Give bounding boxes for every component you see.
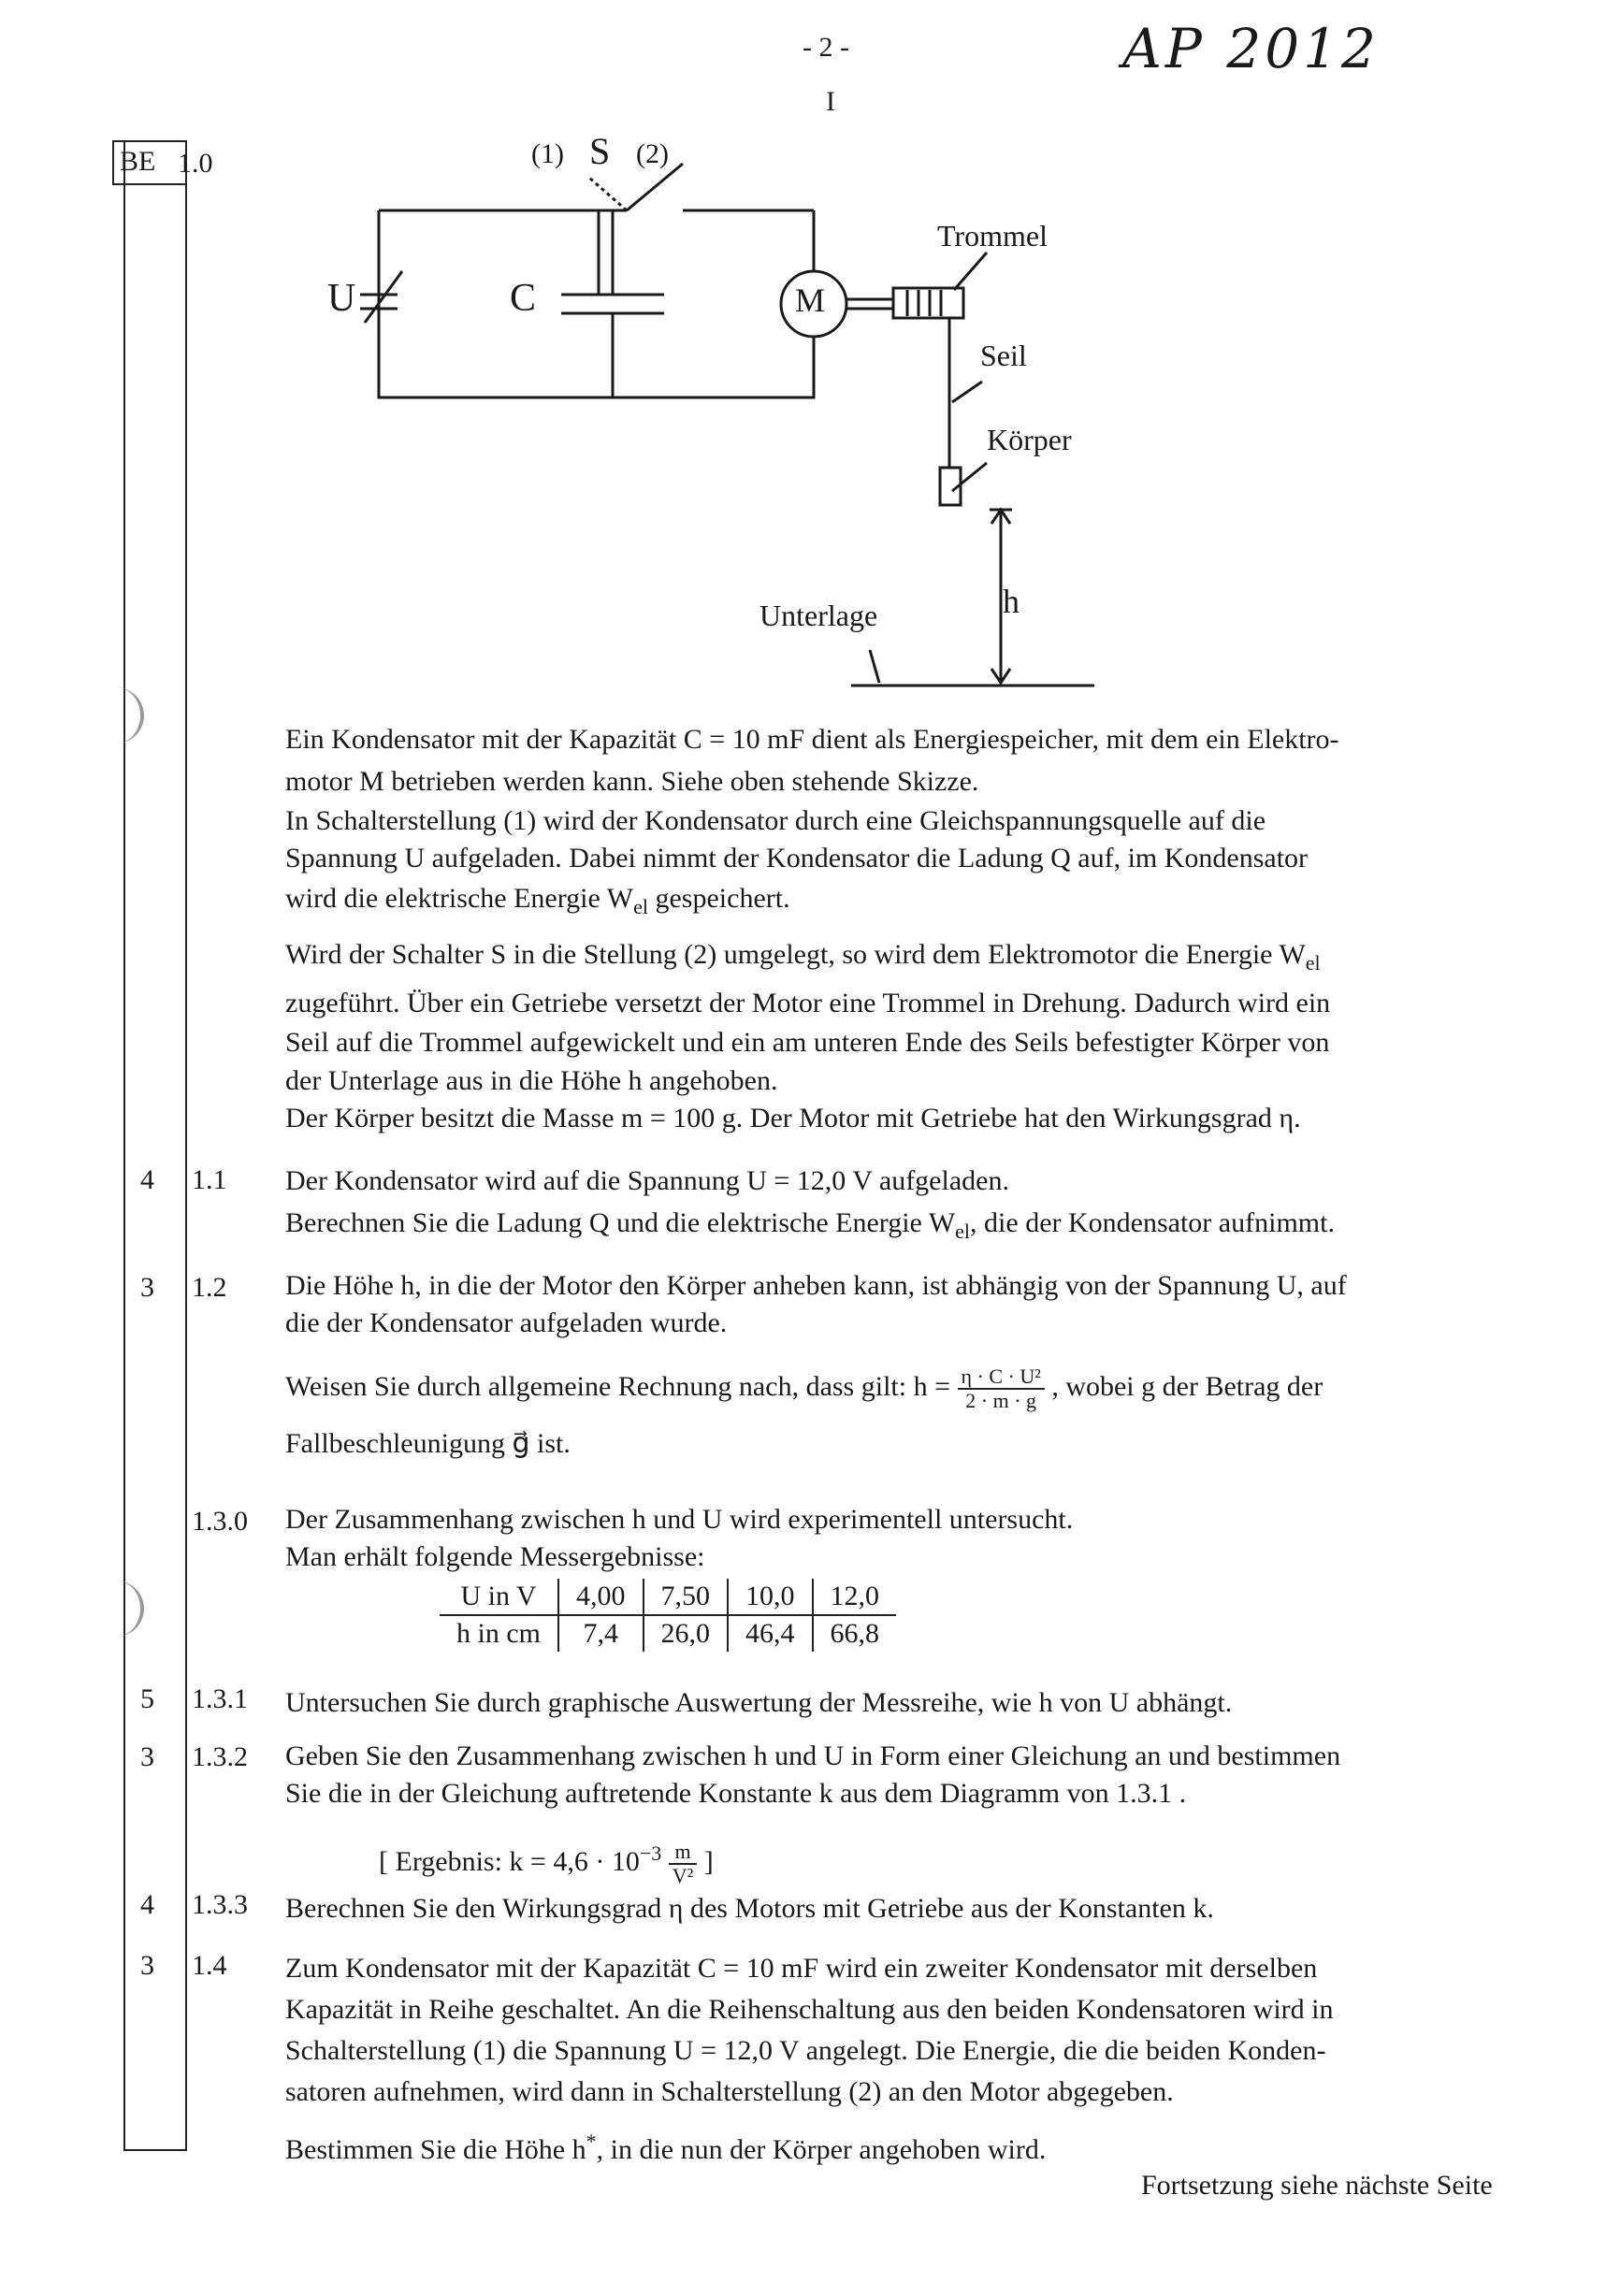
drum-label: Trommel — [937, 219, 1048, 253]
switch-pos1-label: (1) — [531, 138, 564, 169]
page-number: - 2 - — [803, 32, 849, 63]
motor-label: M — [795, 282, 826, 319]
section-number: 1.3.3 — [192, 1889, 248, 1920]
base-label: Unterlage — [759, 599, 878, 632]
section-number: 1.3.0 — [192, 1506, 248, 1537]
footer-continuation: Fortsetzung siehe nächste Seite — [1141, 2170, 1493, 2201]
switch-label: S — [589, 130, 611, 172]
section-number: 1.2 — [192, 1272, 227, 1303]
question-1-3-1: Untersuchen Sie durch graphische Auswertung der Messreihe, wie h von U abhängt. — [285, 1687, 1233, 1718]
be-label: BE — [120, 146, 156, 177]
points: 3 — [140, 1272, 154, 1303]
section-number: 1.4 — [192, 1950, 227, 1981]
rope-label: Seil — [980, 339, 1027, 372]
points: 4 — [140, 1889, 154, 1920]
points: 4 — [140, 1164, 154, 1195]
section-number: 1.1 — [192, 1164, 227, 1195]
points: 5 — [140, 1683, 154, 1714]
question-1-2: Die Höhe h, in die der Motor den Körper anheben kann, ist abhängig von der Spannung U, auf die der Kondensator aufgeladen wurde. Weisen Sie durch allgemeine Rechnung nach, dass gilt: h = $\frac{\text{η · C · U²}}{2 \cdot m \cdot g}$ , wobei g der Betrag der Fallbeschleunigung g⃗ ist. — [285, 1270, 1347, 1459]
capacitor-label: C — [510, 277, 537, 320]
question-1-3-2: Geben Sie den Zusammenhang zwischen h und U in Form einer Gleichung an und bestimmen Sie die in der Gleichung auftretende Konstante k aus dem Diagramm von 1.3.1 . [ Ergebnis: $k = 4,6 \cdot 10^{-3}$ $\frac{m}{\text{V²}}$ ] — [285, 1738, 1576, 1890]
section-number: 1.0 — [178, 148, 213, 179]
be-column — [123, 140, 187, 2151]
source-label: U — [327, 277, 356, 320]
section-number: 1.3.1 — [192, 1683, 248, 1714]
body-label: Körper — [987, 423, 1072, 456]
handwritten-note: AP 2012 — [1122, 17, 1380, 80]
question-1-4: Zum Kondensator mit der Kapazität C = 10 mF wird ein zweiter Kondensator mit derselben Kapazität in Reihe geschaltet. An die Reihenschaltung aus den beiden Kondensatoren wird in Schalterstellung (1) die Spannung U = 12,0 V angelegt. Die Energie, die die beiden Konden- satoren aufnehmen, wird dann in Schalterstellung (2) an den Motor abgegeben. Bestimmen Sie die Höhe h*, in die nun der Körper angehoben wird. — [285, 1953, 1334, 2165]
switch-pos2-label: (2) — [636, 138, 669, 169]
formula-fraction: $\frac{\text{η · C · U²}}{2 \cdot m \cdot g}$ — [958, 1365, 1045, 1412]
measurement-table: U in V 4,00 7,50 10,0 12,0 h in cm 7,4 26,0 46,4 66,8 — [440, 1579, 896, 1652]
points: 3 — [140, 1950, 154, 1981]
intro-text: Ein Kondensator mit der Kapazität C = 10 mF dient als Energiespeicher, mit dem ein Elektro- motor M betrieben werden kann. Siehe oben stehende Skizze. In Schalterstellung (1) wird der Kondensator durch eine Gleichspannungsquelle auf die Spannung U aufgeladen. Dabei nimmt der Kondensator die Ladung Q auf, im Kondensator wird die elektrische Energie $W_{el}$ gespeichert. Wird der Schalter S in die Stellung (2) umgelegt, so wird dem Elektromotor die Energie $W_{el}$ zugeführt. Über ein Getriebe versetzt der Motor eine Trommel in Drehung. Dadurch wird ein Seil auf die Trommel aufgewickelt und ein am unteren Ende des Seils befestigter Körper von der Unterlage aus in die Höhe h angehoben. Der Körper besitzt die Masse m = 100 g. Der Motor mit Getriebe hat den Wirkungsgrad η. — [285, 724, 1339, 1134]
height-label: h — [1003, 583, 1020, 620]
points: 3 — [140, 1741, 154, 1772]
result-line: [ Ergebnis: $k = 4,6 \cdot 10^{-3}$ $\frac{m}{\text{V²}}$ ] — [379, 1840, 714, 1888]
question-1-1: Der Kondensator wird auf die Spannung U = 12,0 V aufgeladen. Berechnen Sie die Ladung Q und die elektrische Energie $W_{el}$, die der Kondensator aufnimmt. — [285, 1165, 1335, 1243]
question-1-3-3: Berechnen Sie den Wirkungsgrad η des Motors mit Getriebe aus der Konstanten k. — [285, 1893, 1214, 1924]
question-1-3-0: Der Zusammenhang zwischen h und U wird experimentell untersucht. Man erhält folgende Messergebnisse: — [285, 1504, 1074, 1572]
section-number: 1.3.2 — [192, 1741, 248, 1772]
part-label: I — [826, 86, 835, 117]
